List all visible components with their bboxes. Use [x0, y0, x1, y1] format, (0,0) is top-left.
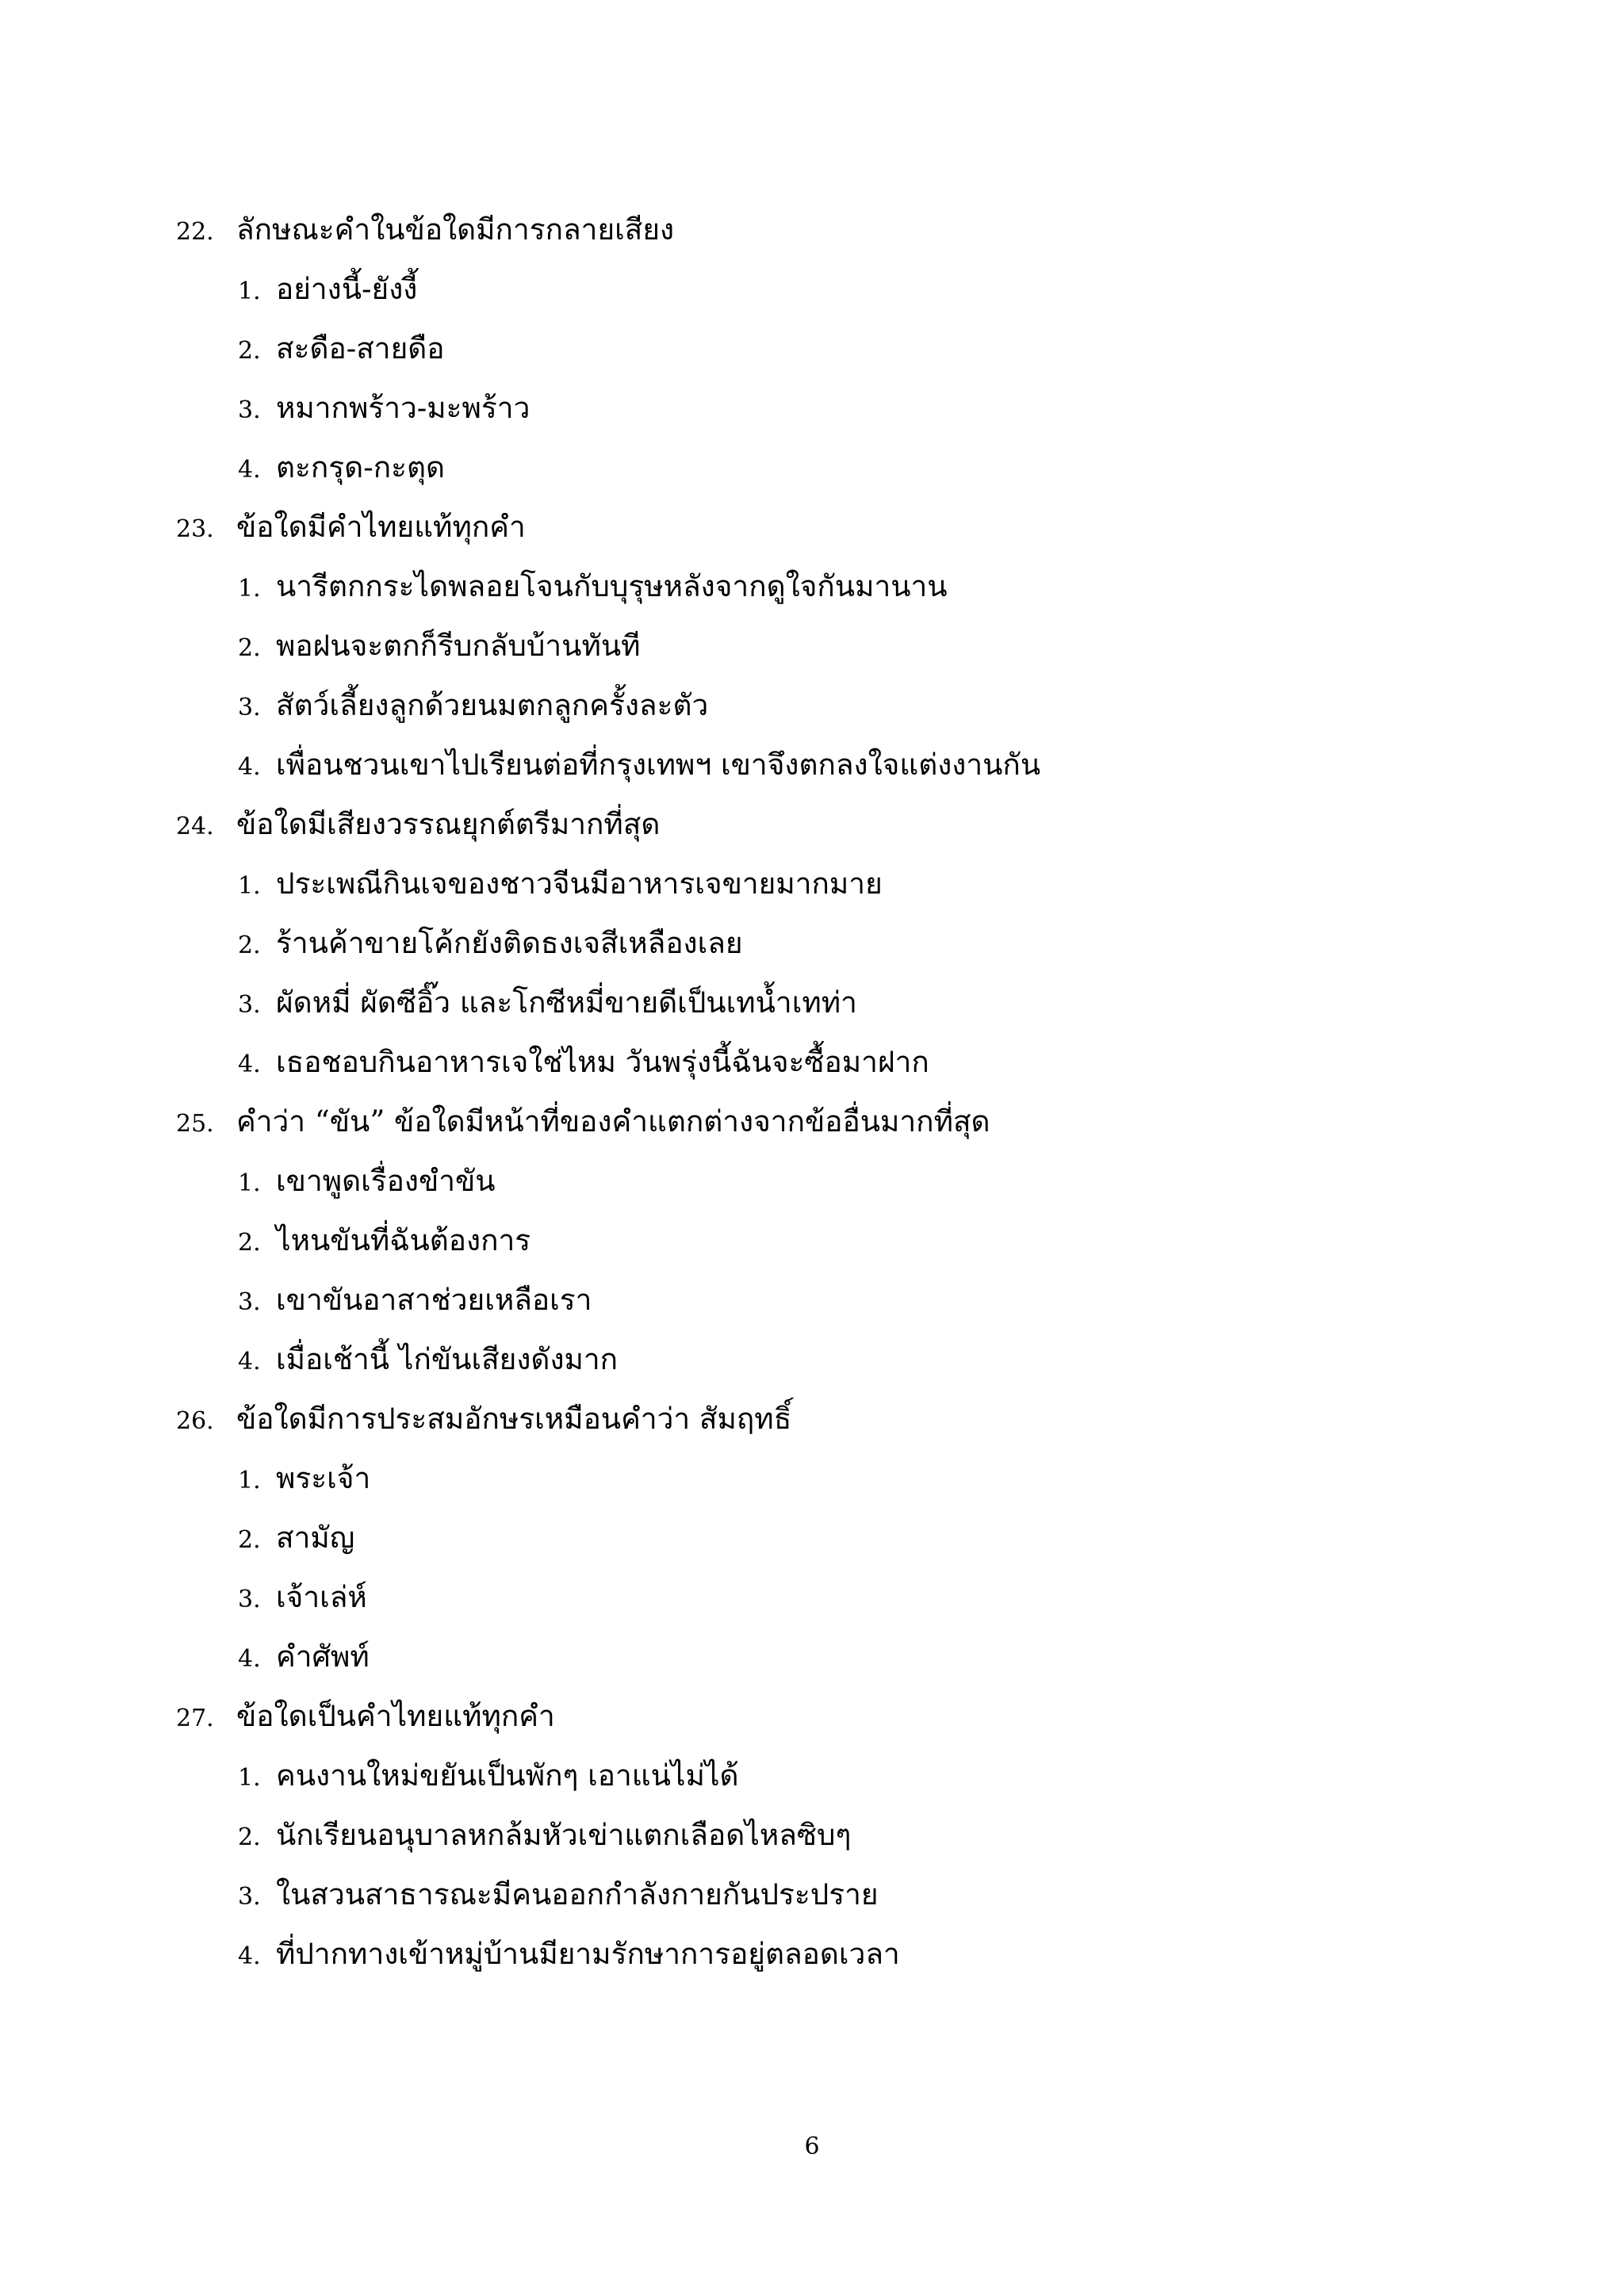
option-number: 1.	[238, 1764, 261, 1792]
option-number: 2.	[238, 1229, 261, 1257]
option-24-4	[238, 1039, 929, 1086]
question-text: ข้อใดมีการประสมอักษรเหมือนคำว่า สัมฤทธิ์	[236, 1402, 792, 1436]
option-23-4	[238, 741, 1040, 789]
question-number: 23.	[176, 515, 214, 543]
option-25-1	[238, 1158, 496, 1205]
question-23	[176, 503, 526, 551]
option-25-3	[238, 1276, 592, 1324]
option-27-2	[238, 1812, 851, 1859]
option-number: 4.	[238, 1050, 261, 1078]
question-number: 26.	[176, 1407, 214, 1435]
option-text: ร้านค้าขายโค้กยังติดธงเจสีเหลืองเลย	[276, 926, 743, 960]
option-number: 3.	[238, 396, 261, 424]
option-22-1	[238, 266, 417, 313]
question-26	[176, 1395, 791, 1443]
option-text: สามัญ	[276, 1521, 355, 1555]
question-text: คำว่า “ขัน” ข้อใดมีหน้าที่ของคำแตกต่างจากข้ออื่นมากที่สุด	[236, 1104, 990, 1138]
option-text: สะดือ-สายดือ	[276, 331, 445, 365]
option-number: 2.	[238, 932, 261, 959]
option-25-4	[238, 1336, 618, 1383]
option-text: เขาขันอาสาช่วยเหลือเรา	[276, 1283, 592, 1317]
option-text: เมื่อเช้านี้ ไก่ขันเสียงดังมาก	[276, 1342, 619, 1376]
option-27-3	[238, 1871, 879, 1919]
question-number: 25.	[176, 1110, 214, 1138]
option-number: 2.	[238, 1823, 261, 1851]
option-22-3	[238, 385, 530, 432]
option-number: 3.	[238, 694, 261, 721]
question-number: 24.	[176, 813, 214, 840]
option-number: 1.	[238, 575, 261, 603]
option-27-4	[238, 1931, 900, 1978]
question-text: ลักษณะคำในข้อใดมีการกลายเสียง	[236, 212, 675, 247]
option-number: 1.	[238, 277, 261, 305]
question-25	[176, 1098, 990, 1146]
option-text: ผัดหมี่ ผัดซีอิ๊ว และโกซีหมี่ขายดีเป็นเทน้ำเทท่า	[276, 985, 857, 1020]
option-22-4	[238, 444, 445, 492]
option-number: 1.	[238, 1467, 261, 1494]
option-number: 4.	[238, 1645, 261, 1673]
question-text: ข้อใดเป็นคำไทยแท้ทุกคำ	[236, 1699, 555, 1733]
question-number: 27.	[176, 1705, 214, 1732]
option-number: 2.	[238, 1526, 261, 1554]
option-number: 4.	[238, 753, 261, 781]
option-25-2	[238, 1217, 530, 1265]
option-23-2	[238, 622, 641, 670]
option-24-2	[238, 920, 743, 967]
option-23-1	[238, 563, 948, 610]
option-text: พระเจ้า	[276, 1461, 371, 1495]
question-22	[176, 206, 674, 254]
option-number: 4.	[238, 1942, 261, 1970]
option-24-3	[238, 979, 857, 1027]
option-26-3	[238, 1574, 367, 1621]
option-text: ไหนขันที่ฉันต้องการ	[276, 1223, 531, 1257]
option-text: พอฝนจะตกก็รีบกลับบ้านทันที	[276, 629, 641, 663]
option-text: เจ้าเล่ห์	[276, 1580, 367, 1614]
option-number: 3.	[238, 1586, 261, 1613]
option-text: คำศัพท์	[276, 1640, 370, 1674]
question-27	[176, 1693, 555, 1740]
question-number: 22.	[176, 218, 214, 246]
option-text: คนงานใหม่ขยันเป็นพักๆ เอาแน่ไม่ได้	[276, 1758, 739, 1793]
option-number: 1.	[238, 872, 261, 900]
option-26-2	[238, 1514, 354, 1562]
option-text: เพื่อนชวนเขาไปเรียนต่อที่กรุงเทพฯ เขาจึงตกลงใจแต่งงานกัน	[276, 748, 1041, 782]
option-27-1	[238, 1752, 739, 1800]
option-text: ตะกรุด-กะตุด	[276, 450, 446, 484]
option-24-1	[238, 860, 883, 908]
option-22-2	[238, 325, 445, 373]
option-text: ในสวนสาธารณะมีคนออกกำลังกายกันประปราย	[276, 1877, 879, 1911]
option-number: 2.	[238, 337, 261, 365]
option-number: 4.	[238, 1348, 261, 1376]
question-text: ข้อใดมีเสียงวรรณยุกต์ตรีมากที่สุด	[236, 807, 661, 841]
page-number: 6	[804, 2133, 820, 2160]
option-text: ประเพณีกินเจของชาวจีนมีอาหารเจขายมากมาย	[276, 867, 883, 901]
option-23-3	[238, 682, 708, 729]
option-text: สัตว์เลี้ยงลูกด้วยนมตกลูกครั้งละตัว	[276, 688, 709, 722]
option-26-4	[238, 1633, 370, 1681]
option-number: 3.	[238, 991, 261, 1019]
option-number: 3.	[238, 1288, 261, 1316]
option-text: นักเรียนอนุบาลหกล้มหัวเข่าแตกเลือดไหลซิบๆ	[276, 1818, 852, 1852]
option-26-1	[238, 1455, 370, 1502]
option-text: นารีตกกระไดพลอยโจนกับบุรุษหลังจากดูใจกันมานาน	[276, 569, 948, 603]
option-number: 4.	[238, 456, 261, 484]
question-text: ข้อใดมีคำไทยแท้ทุกคำ	[236, 510, 526, 544]
option-text: เธอชอบกินอาหารเจใช่ไหม วันพรุ่งนี้ฉันจะซื้อมาฝาก	[276, 1045, 929, 1079]
question-24	[176, 801, 660, 848]
option-text: หมากพร้าว-มะพร้าว	[276, 391, 530, 425]
option-number: 3.	[238, 1883, 261, 1911]
option-text: อย่างนี้-ยังงี้	[276, 272, 418, 306]
option-text: เขาพูดเรื่องขำขัน	[276, 1164, 496, 1198]
option-number: 1.	[238, 1169, 261, 1197]
option-text: ที่ปากทางเข้าหมู่บ้านมียามรักษาการอยู่ตลอดเวลา	[276, 1937, 900, 1971]
option-number: 2.	[238, 634, 261, 662]
